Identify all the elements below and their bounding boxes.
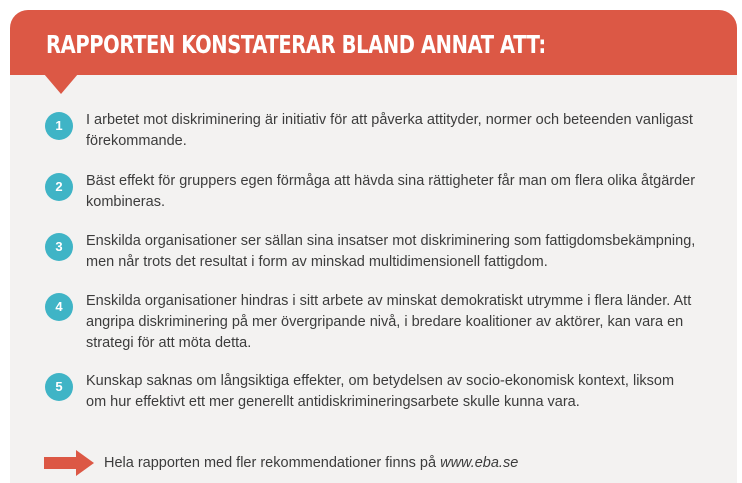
arrow-right-icon xyxy=(44,450,94,476)
list-item-text: Enskilda organisationer ser sällan sina insatser mot diskriminering som fattigdomsbekämpning, men når trots det resultat i form av minskad multidimensionell fattigdom. xyxy=(86,233,696,270)
number-badge: 3 xyxy=(45,233,73,261)
summary-card xyxy=(10,10,737,483)
footer-label: Hela rapporten med fler rekommendationer finns på xyxy=(104,455,441,471)
number-badge: 2 xyxy=(45,173,73,201)
list-item-text: Kunskap saknas om långsiktiga effekter, om betydelsen av socio-ekonomisk kontext, liksom om hur effektivt ett mer generellt antidiskrimineringsarbete skulle kunna vara. xyxy=(86,373,675,410)
footer-note xyxy=(44,450,724,476)
number-badge: 1 xyxy=(45,112,73,140)
number-badge: 4 xyxy=(45,293,73,321)
page-title: RAPPORTEN KONSTATERAR BLAND ANNAT ATT: xyxy=(46,30,546,59)
header-banner xyxy=(10,10,737,75)
header-pointer xyxy=(44,74,78,94)
footer-text xyxy=(104,453,518,473)
list-item-text: Enskilda organisationer hindras i sitt arbete av minskat demokratiskt utrymme i flera länder. Att angripa diskriminering på mer övergripande nivå, i bredare koalitioner av aktörer, kan vara en strategi för att möta detta. xyxy=(86,293,692,351)
list-item-text: I arbetet mot diskriminering är initiativ för att påverka attityder, normer och beteenden vanligast förekommande. xyxy=(86,112,693,149)
number-badge: 5 xyxy=(45,373,73,401)
website-link[interactable]: www.eba.se xyxy=(440,455,519,471)
list-item-text: Bäst effekt för gruppers egen förmåga att hävda sina rättigheter får man om flera olika åtgärder kombineras. xyxy=(86,173,696,210)
